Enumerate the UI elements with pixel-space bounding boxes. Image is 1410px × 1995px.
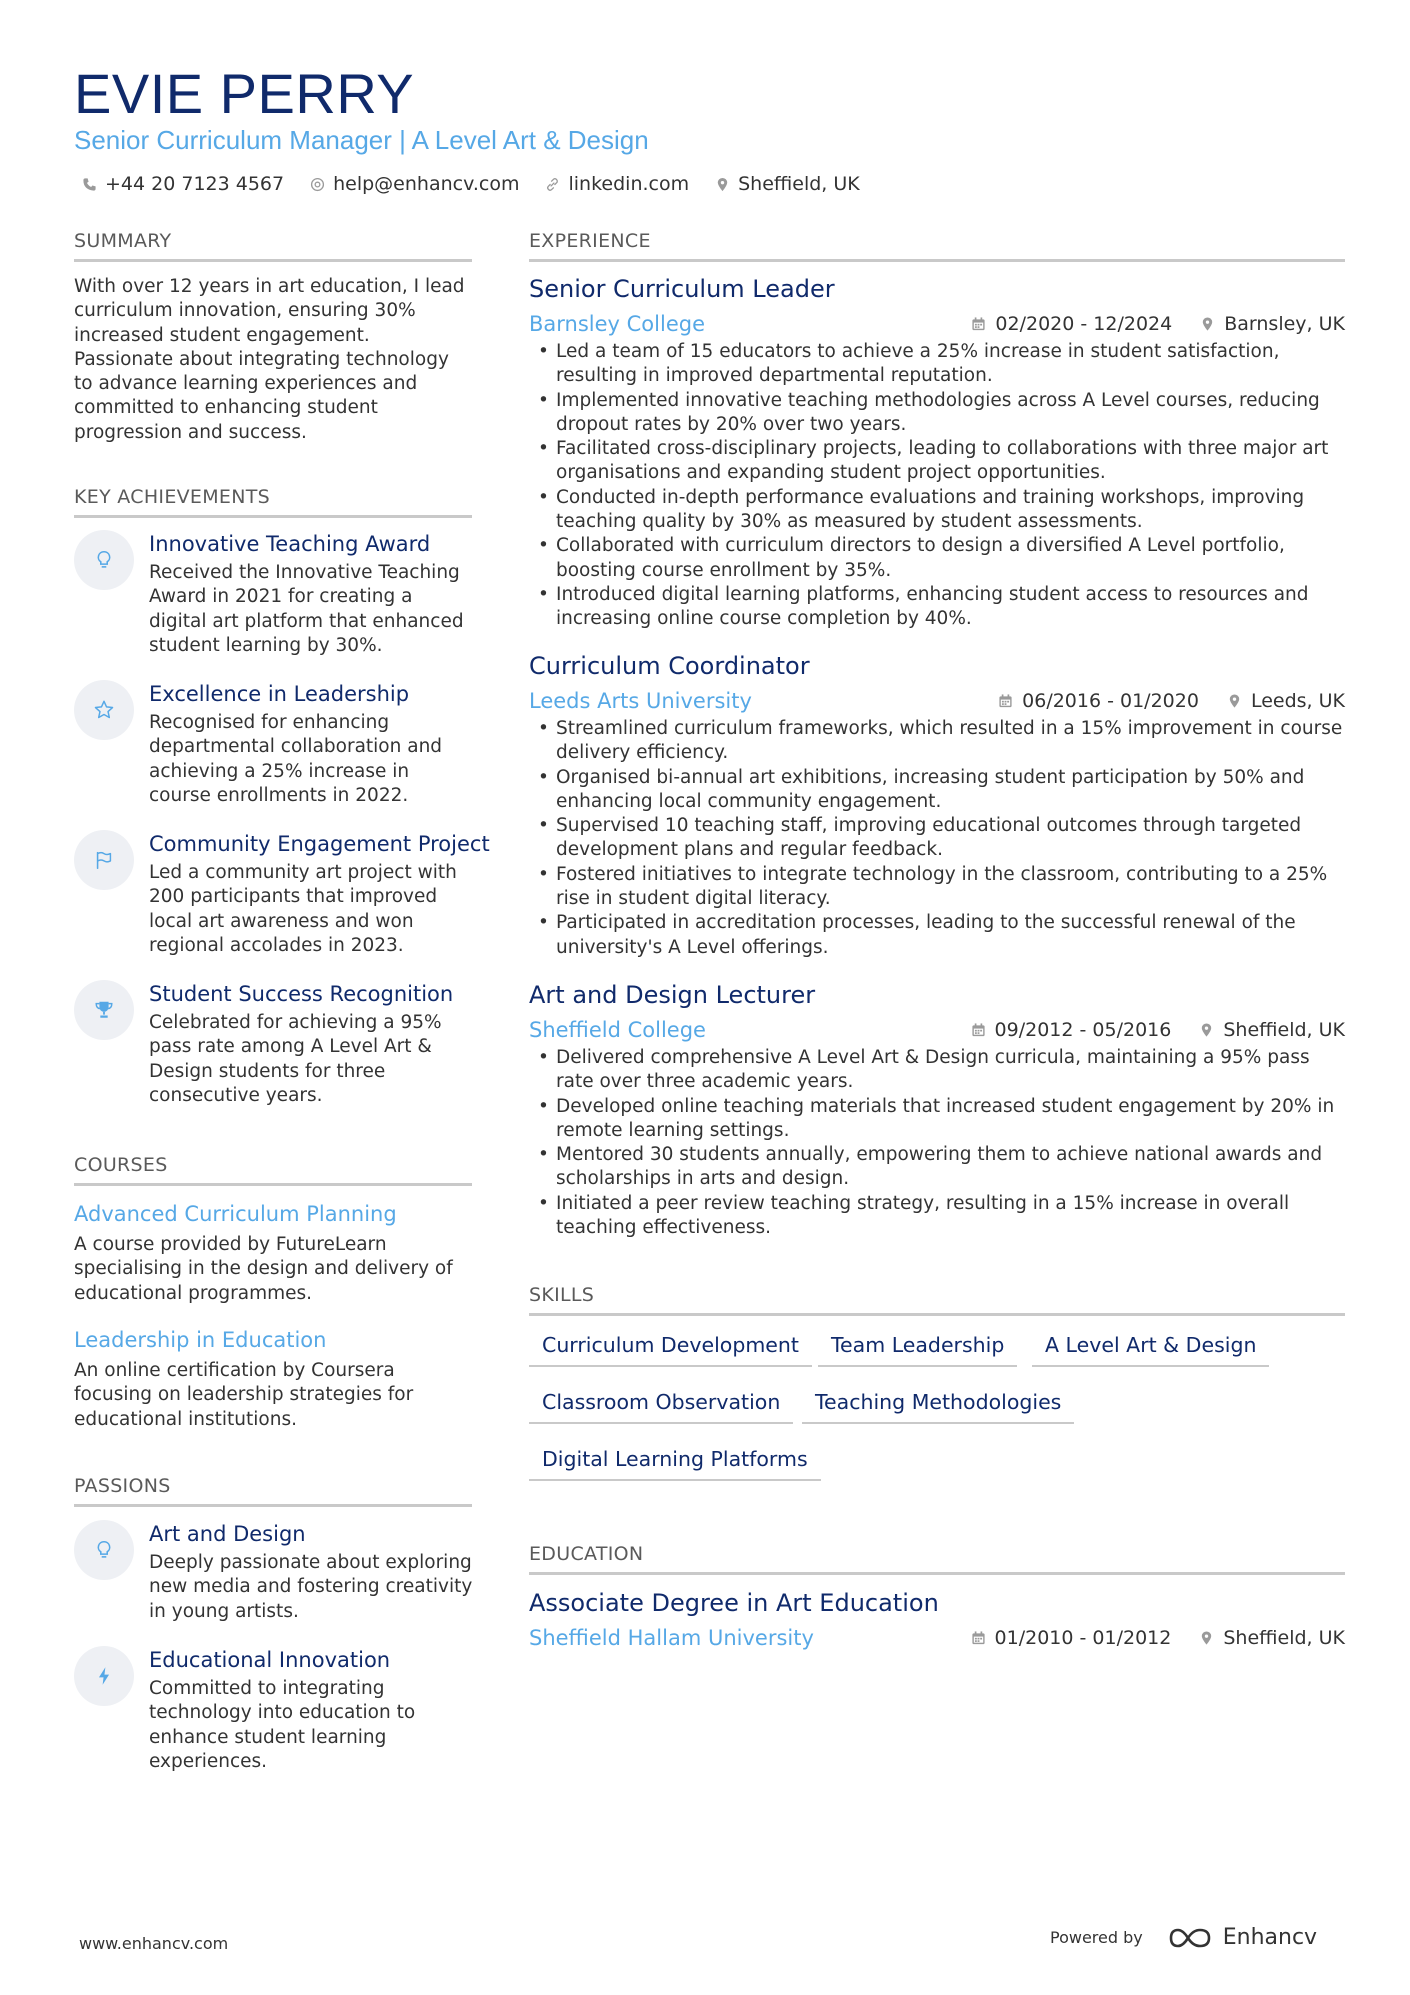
education-meta: [971, 1624, 1345, 1652]
achievement-title: Innovative Teaching Award: [149, 532, 431, 556]
brand-name: Enhancv: [1222, 1925, 1318, 1950]
list-item: • Initiated a peer review teaching strategy, resulting in a 15% increase in overall teaching effectiveness.: [529, 1192, 1345, 1241]
contact-location-text: Sheffield, UK: [738, 173, 860, 195]
contact-linkedin[interactable]: [545, 170, 689, 198]
location-icon: [1227, 693, 1242, 709]
achievement-desc: Received the Innovative Teaching Award in 2021 for creating a digital art platform that enhanced student learning by 30%.: [149, 562, 464, 656]
job-title: Curriculum Coordinator: [529, 652, 810, 680]
course-title: Advanced Curriculum Planning: [74, 1202, 397, 1226]
candidate-title: Senior Curriculum Manager | A Level Art & Design: [74, 125, 649, 155]
passion-desc: Deeply passionate about exploring new media and fostering creativity in young artists.: [149, 1552, 473, 1622]
summary-heading: SUMMARY: [74, 229, 472, 262]
job-meta: [998, 687, 1345, 715]
course-desc: An online certification by Coursera focusing on leadership strategies for educational institutions.: [74, 1360, 414, 1430]
trophy-icon: [93, 999, 115, 1021]
location-icon: [1200, 316, 1215, 332]
star-icon: [93, 699, 115, 721]
list-item: • Participated in accreditation processes, leading to the successful renewal of the university's A Level offerings.: [529, 911, 1345, 960]
achievement-desc: Led a community art project with 200 participants that improved local art awareness and won regional accolades in 2023.: [149, 862, 457, 956]
passion-title: Art and Design: [149, 1522, 306, 1546]
skill-tag: Curriculum Development: [529, 1331, 812, 1367]
footer-website[interactable]: www.enhancv.com: [79, 1934, 229, 1953]
skill-tag: A Level Art & Design: [1032, 1331, 1269, 1367]
job-meta: [971, 1016, 1345, 1044]
job-bullets: [529, 1046, 1345, 1240]
job-bullets: [529, 717, 1345, 960]
skill-tag: Team Leadership: [818, 1331, 1017, 1367]
calendar-icon: [971, 1630, 986, 1646]
list-item: • Collaborated with curriculum directors to design a diversified A Level portfolio, boosting course enrollment by 35%.: [529, 534, 1345, 583]
skill-tag: Teaching Methodologies: [802, 1388, 1074, 1424]
calendar-icon: [998, 693, 1013, 709]
list-item: • Organised bi-annual art exhibitions, increasing student participation by 50% and enhancing local community engagement.: [529, 766, 1345, 815]
list-item: • Supervised 10 teaching staff, improving educational outcomes through targeted development plans and regular feedback.: [529, 814, 1345, 863]
flag-icon: [93, 849, 115, 871]
contact-location: [715, 170, 860, 198]
job-meta: [971, 310, 1345, 338]
job-company: Leeds Arts University: [529, 689, 752, 713]
list-item: • Facilitated cross-disciplinary projects, leading to collaborations with three major art organisations and expanding student project opportunities.: [529, 437, 1345, 486]
contact-bar: [82, 170, 860, 198]
job-location: Sheffield, UK: [1223, 1019, 1345, 1041]
contact-phone-text: +44 20 7123 4567: [105, 173, 285, 195]
bolt-icon: [93, 1665, 115, 1687]
summary-text: With over 12 years in art education, I lead curriculum innovation, ensuring 30% increased student engagement. Passionate about integrating technology to advance learning experiences and committed to enhancing student progression and success.: [74, 276, 465, 443]
achievement-desc: Recognised for enhancing departmental collaboration and achieving a 25% increase in course enrollments in 2022.: [149, 712, 443, 806]
contact-linkedin-text: linkedin.com: [568, 173, 690, 195]
location-icon: [1199, 1630, 1214, 1646]
list-item: • Mentored 30 students annually, empowering them to achieve national awards and scholarships in arts and design.: [529, 1143, 1345, 1192]
calendar-icon: [971, 1022, 986, 1038]
list-item: • Conducted in-depth performance evaluations and training workshops, improving teaching quality by 30% as measured by student assessments.: [529, 486, 1345, 535]
contact-email-text: help@enhancv.com: [333, 173, 520, 195]
job-company: Sheffield College: [529, 1018, 706, 1042]
course-title: Leadership in Education: [74, 1328, 327, 1352]
footer-branding: [1050, 1925, 1317, 1950]
skill-tag: Digital Learning Platforms: [529, 1445, 821, 1481]
job-bullets: [529, 340, 1345, 632]
passion-desc: Committed to integrating technology into education to enhance student learning experiences.: [149, 1678, 416, 1772]
phone-icon: [82, 177, 97, 192]
achievement-title: Excellence in Leadership: [149, 682, 410, 706]
list-item: • Delivered comprehensive A Level Art & Design curricula, maintaining a 95% pass rate over three academic years.: [529, 1046, 1345, 1095]
passion-title: Educational Innovation: [149, 1648, 391, 1672]
achievement-title: Community Engagement Project: [149, 832, 490, 856]
job-title: Senior Curriculum Leader: [529, 275, 835, 303]
job-dates: 09/2012 - 05/2016: [994, 1019, 1172, 1041]
powered-by-label: Powered by: [1050, 1927, 1143, 1947]
degree-title: Associate Degree in Art Education: [529, 1589, 939, 1617]
at-icon: [310, 177, 325, 192]
list-item: • Introduced digital learning platforms, enhancing student access to resources and increasing online course completion by 40%.: [529, 583, 1345, 632]
lightbulb-icon: [93, 549, 115, 571]
list-item: • Streamlined curriculum frameworks, which resulted in a 15% improvement in course delivery efficiency.: [529, 717, 1345, 766]
experience-heading: EXPERIENCE: [529, 229, 1345, 262]
candidate-name: EVIE PERRY: [74, 62, 415, 125]
skills-heading: SKILLS: [529, 1283, 1345, 1316]
list-item: • Led a team of 15 educators to achieve a 25% increase in student satisfaction, resulting in improved departmental reputation.: [529, 340, 1345, 389]
location-icon: [715, 177, 730, 192]
education-location: Sheffield, UK: [1223, 1627, 1345, 1649]
achievement-desc: Celebrated for achieving a 95% pass rate among A Level Art & Design students for three consecutive years.: [149, 1012, 442, 1106]
enhancv-logo-icon: [1167, 1926, 1213, 1950]
education-dates: 01/2010 - 01/2012: [994, 1627, 1172, 1649]
job-dates: 02/2020 - 12/2024: [995, 313, 1173, 335]
school-name: Sheffield Hallam University: [529, 1626, 814, 1650]
contact-phone: [82, 170, 284, 198]
job-dates: 06/2016 - 01/2020: [1022, 690, 1199, 712]
courses-heading: COURSES: [74, 1153, 472, 1186]
job-title: Art and Design Lecturer: [529, 981, 816, 1009]
education-heading: EDUCATION: [529, 1542, 1345, 1575]
job-location: Barnsley, UK: [1224, 313, 1345, 335]
list-item: • Developed online teaching materials that increased student engagement by 20% in remote learning settings.: [529, 1095, 1345, 1144]
course-desc: A course provided by FutureLearn specialising in the design and delivery of educational programmes.: [74, 1234, 453, 1304]
calendar-icon: [971, 316, 986, 332]
list-item: • Implemented innovative teaching methodologies across A Level courses, reducing dropout rates by 20% over two years.: [529, 389, 1345, 438]
contact-email[interactable]: [310, 170, 519, 198]
lightbulb-icon: [93, 1539, 115, 1561]
list-item: • Fostered initiatives to integrate technology in the classroom, contributing to a 25% rise in student digital literacy.: [529, 863, 1345, 912]
brand-logo[interactable]: [1167, 1925, 1317, 1950]
location-icon: [1199, 1022, 1214, 1038]
passions-heading: PASSIONS: [74, 1474, 472, 1507]
achievement-title: Student Success Recognition: [149, 982, 454, 1006]
job-company: Barnsley College: [529, 312, 705, 336]
job-location: Leeds, UK: [1250, 690, 1345, 712]
achievements-heading: KEY ACHIEVEMENTS: [74, 485, 472, 518]
skill-tag: Classroom Observation: [529, 1388, 793, 1424]
link-icon: [545, 177, 560, 192]
